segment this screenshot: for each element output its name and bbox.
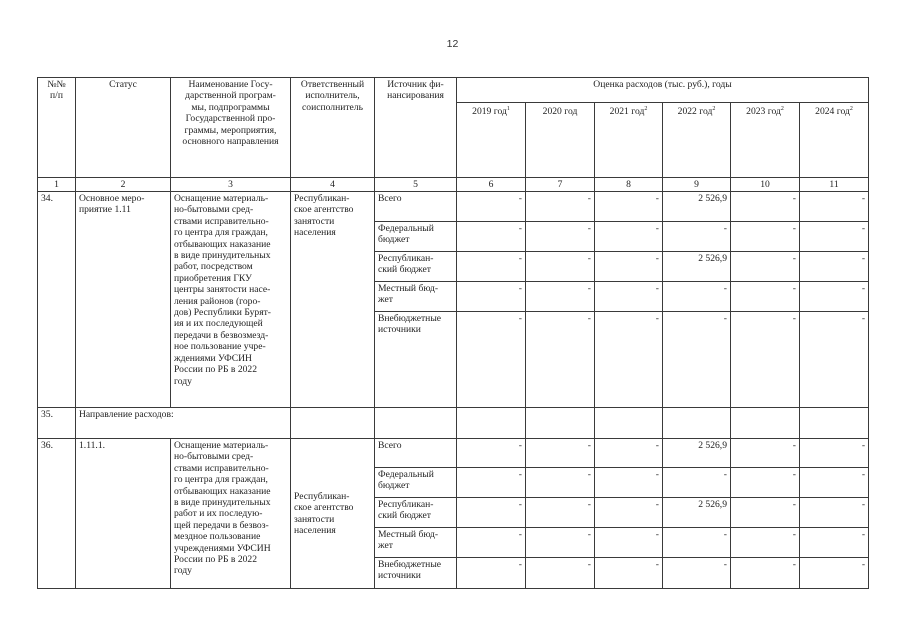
row-number: 36.	[38, 439, 76, 589]
value-cell: -	[800, 312, 869, 408]
value-cell: -	[663, 312, 731, 408]
value-cell: -	[595, 222, 663, 252]
column-number: 11	[800, 178, 869, 192]
value-cell: -	[526, 528, 595, 558]
value-cell: 2 526,9	[663, 439, 731, 468]
value-cell: -	[800, 192, 869, 222]
value-cell: -	[526, 282, 595, 312]
value-cell: -	[800, 498, 869, 528]
value-cell: -	[595, 498, 663, 528]
source-label: Внебюджетные источники	[375, 558, 457, 589]
value-cell: -	[595, 558, 663, 589]
row-status: Основное меро- приятие 1.11	[76, 192, 171, 408]
column-number: 3	[171, 178, 291, 192]
value-cell: -	[663, 222, 731, 252]
value-cell: -	[731, 498, 800, 528]
source-label: Республикан- ский бюджет	[375, 498, 457, 528]
value-cell: -	[800, 528, 869, 558]
header-source: Источник фи- нансирования	[375, 78, 457, 178]
value-cell: -	[457, 558, 526, 589]
column-number: 2	[76, 178, 171, 192]
column-number: 5	[375, 178, 457, 192]
source-label: Федеральный бюджет	[375, 468, 457, 498]
value-cell: -	[526, 498, 595, 528]
source-label: Федеральный бюджет	[375, 222, 457, 252]
year-label: 2023 год	[746, 106, 781, 118]
row-executor: Республикан- ское агентство занятости населения	[291, 192, 375, 408]
value-cell: -	[457, 222, 526, 252]
header-year	[526, 103, 595, 178]
row-status: 1.11.1.	[76, 439, 171, 589]
year-label: 2019 год	[472, 106, 507, 118]
source-label: Местный бюд- жет	[375, 528, 457, 558]
value-cell: -	[457, 252, 526, 282]
value-cell: -	[663, 558, 731, 589]
header-estimate: Оценка расходов (тыс. руб.), годы	[457, 78, 869, 103]
value-cell: -	[663, 528, 731, 558]
value-cell: -	[526, 222, 595, 252]
direction-row	[38, 408, 869, 439]
value-cell: -	[731, 252, 800, 282]
header-year	[663, 103, 731, 178]
source-label: Всего	[375, 439, 457, 468]
column-number: 7	[526, 178, 595, 192]
value-cell: -	[595, 252, 663, 282]
year-label: 2020 год	[542, 106, 578, 118]
budget-table	[37, 77, 869, 589]
empty-cell	[800, 408, 869, 439]
value-cell: -	[800, 439, 869, 468]
value-cell: -	[731, 528, 800, 558]
value-cell: -	[457, 528, 526, 558]
value-cell: -	[457, 282, 526, 312]
value-cell: -	[731, 468, 800, 498]
header-year	[731, 103, 800, 178]
value-cell: -	[800, 222, 869, 252]
header-num: №№ п/п	[38, 78, 76, 178]
empty-cell	[663, 408, 731, 439]
value-cell: -	[595, 468, 663, 498]
header-year	[457, 103, 526, 178]
header-year	[595, 103, 663, 178]
value-cell: -	[526, 192, 595, 222]
row-number: 34.	[38, 192, 76, 408]
empty-cell	[291, 408, 375, 439]
value-cell: -	[526, 312, 595, 408]
year-footnote-mark: 2	[644, 106, 648, 112]
value-cell: -	[731, 282, 800, 312]
value-cell: -	[663, 468, 731, 498]
table-row	[38, 192, 869, 222]
row-name: Оснащение материаль- но-бытовыми сред- ствами исправительно- го центра для граждан, отбывающих наказание в виде принудительных работ, посредством приобретения ГКУ центры занятости насе- ления районов (горо- дов) Республики Бурят- ия и их последующей передачи в безвозмезд- ное пользование учре- ждениями УФСИН России по РБ в 2022 году	[171, 192, 291, 408]
value-cell: -	[731, 192, 800, 222]
value-cell: -	[457, 192, 526, 222]
header-status: Статус	[76, 78, 171, 178]
source-label: Республикан- ский бюджет	[375, 252, 457, 282]
empty-cell	[375, 408, 457, 439]
direction-text: Направление расходов:	[76, 408, 291, 439]
value-cell: 2 526,9	[663, 498, 731, 528]
empty-cell	[526, 408, 595, 439]
header-executor: Ответственный исполнитель, соисполнитель	[291, 78, 375, 178]
source-label: Всего	[375, 192, 457, 222]
column-number: 9	[663, 178, 731, 192]
value-cell: -	[595, 192, 663, 222]
column-number: 8	[595, 178, 663, 192]
value-cell: -	[800, 282, 869, 312]
value-cell: -	[457, 498, 526, 528]
table-row	[38, 439, 869, 468]
value-cell: -	[800, 558, 869, 589]
value-cell: -	[526, 558, 595, 589]
value-cell: -	[526, 468, 595, 498]
value-cell: 2 526,9	[663, 192, 731, 222]
value-cell: -	[526, 252, 595, 282]
value-cell: -	[457, 468, 526, 498]
row-number: 35.	[38, 408, 76, 439]
column-number: 1	[38, 178, 76, 192]
value-cell: -	[731, 222, 800, 252]
header-name: Наименование Госу- дарственной програм- мы, подпрограммы Государственной про- граммы, мероприятия, основного направления	[171, 78, 291, 178]
row-executor: Республикан- ское агентство занятости населения	[291, 439, 375, 589]
empty-cell	[457, 408, 526, 439]
value-cell: 2 526,9	[663, 252, 731, 282]
row-name: Оснащение материаль- но-бытовыми сред- ствами исправительно- го центра для граждан, отбывающих наказание в виде принудительных работ и их последую- щей передачи в безвоз- мездное пользование учреждениями УФСИН России по РБ в 2022 году	[171, 439, 291, 589]
value-cell: -	[595, 282, 663, 312]
column-number: 6	[457, 178, 526, 192]
year-label: 2021 год	[609, 106, 645, 118]
value-cell: -	[800, 468, 869, 498]
year-footnote-mark: 2	[712, 106, 716, 112]
value-cell: -	[800, 252, 869, 282]
page-number: 12	[446, 38, 459, 50]
year-footnote-mark: 1	[506, 106, 510, 112]
value-cell: -	[457, 312, 526, 408]
value-cell: -	[731, 558, 800, 589]
year-footnote-mark: 2	[849, 106, 853, 112]
header-year	[800, 103, 869, 178]
empty-cell	[595, 408, 663, 439]
empty-cell	[731, 408, 800, 439]
source-label: Внебюджетные источники	[375, 312, 457, 408]
value-cell: -	[663, 282, 731, 312]
column-number: 4	[291, 178, 375, 192]
value-cell: -	[595, 439, 663, 468]
value-cell: -	[595, 528, 663, 558]
year-label: 2024 год	[815, 106, 850, 118]
column-number: 10	[731, 178, 800, 192]
value-cell: -	[731, 312, 800, 408]
year-label: 2022 год	[677, 106, 713, 118]
value-cell: -	[595, 312, 663, 408]
value-cell: -	[731, 439, 800, 468]
value-cell: -	[457, 439, 526, 468]
column-numbers-row	[38, 178, 869, 192]
year-footnote-mark: 2	[780, 106, 784, 112]
source-label: Местный бюд- жет	[375, 282, 457, 312]
header-row	[38, 78, 869, 103]
value-cell: -	[526, 439, 595, 468]
